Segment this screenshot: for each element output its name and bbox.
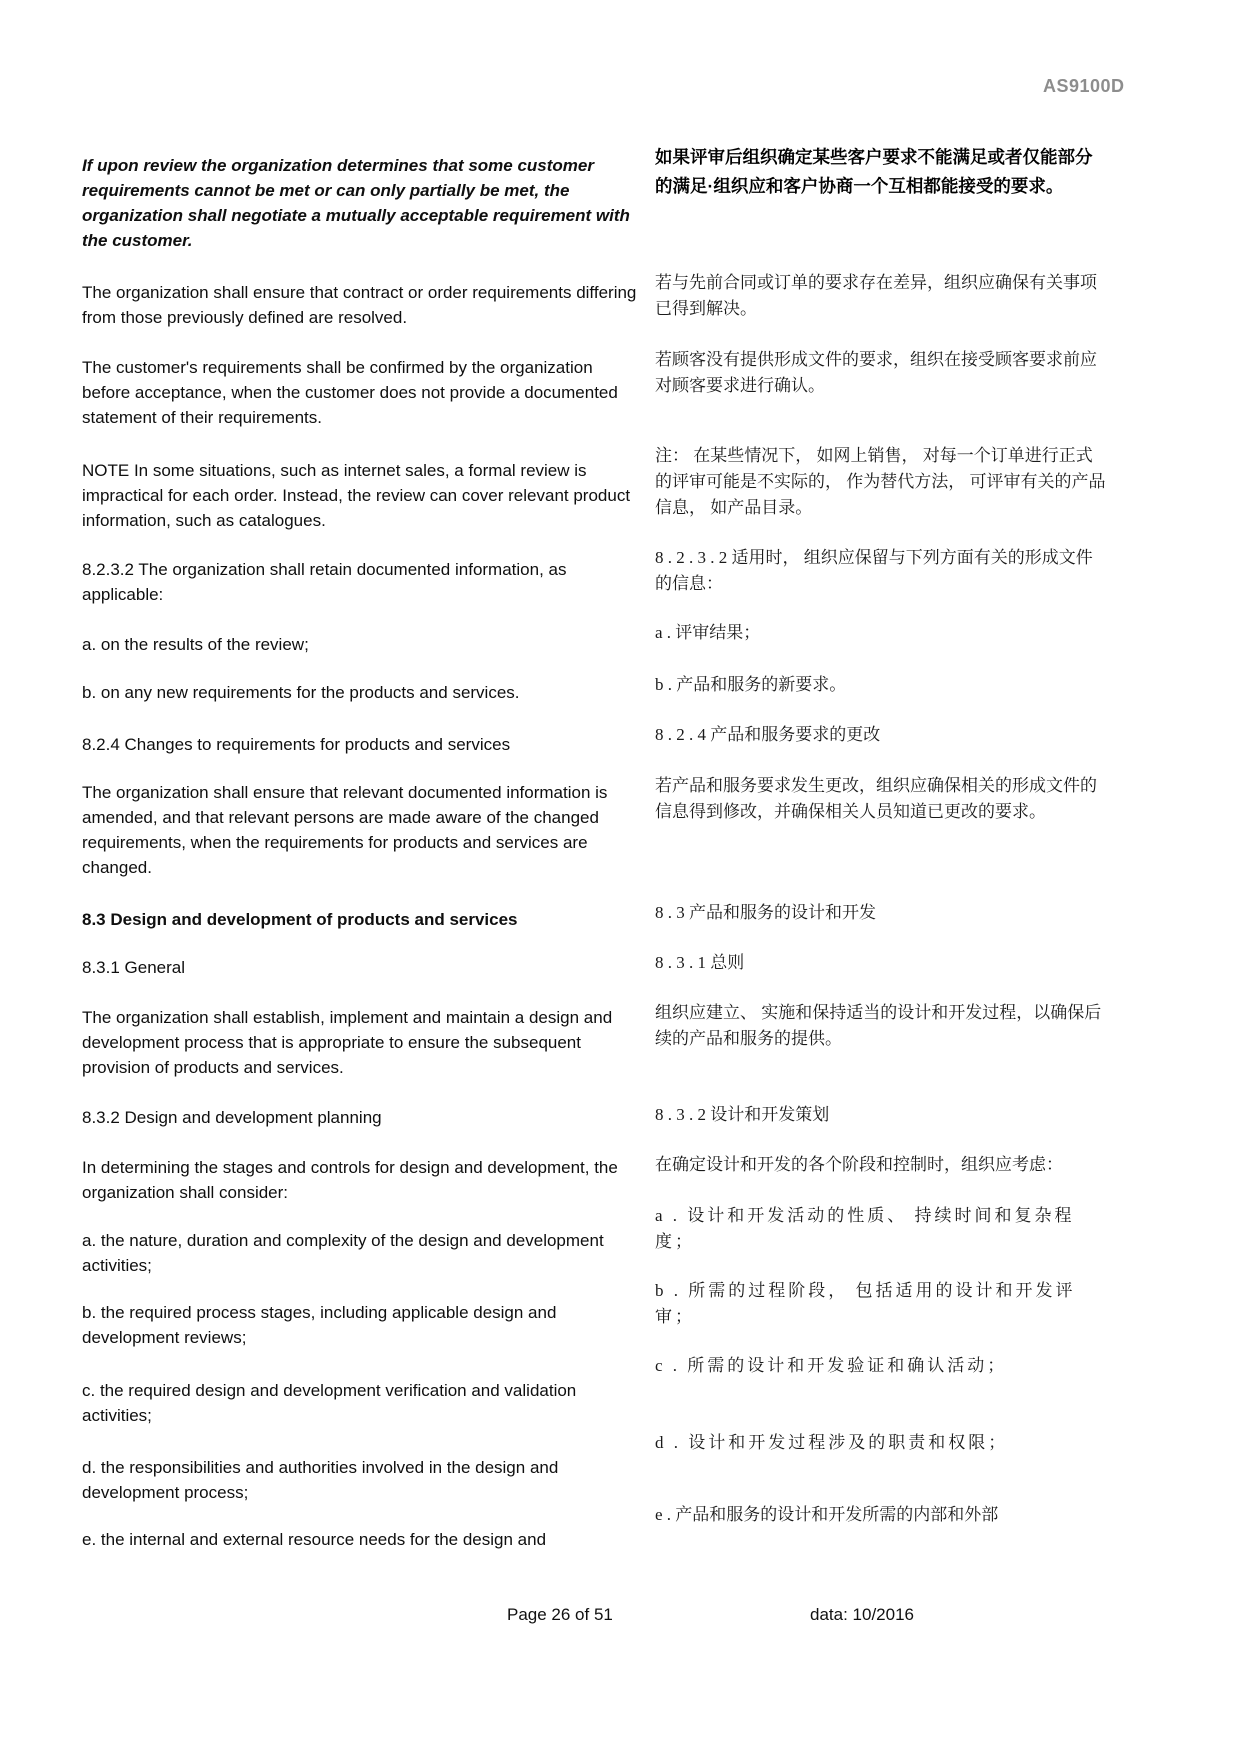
zh-item-a-review-results: a . 评审结果；: [655, 623, 761, 642]
footer-date: data: 10/2016: [810, 1605, 914, 1624]
zh-heading-824-changes: 8 . 2 . 4 产品和服务要求的更改: [655, 725, 881, 744]
en-para-831-body: The organization shall establish, implement and maintain a design and development process that is appropriate to ensure the subsequent provision of products and services.: [82, 1008, 613, 1077]
en-heading-831-general: 8.3.1 General: [82, 958, 186, 977]
en-item-e-resource-needs: e. the internal and external resource needs for the design and: [82, 1530, 547, 1549]
zh-item-b-new-requirements: b . 产品和服务的新要求。: [655, 675, 847, 694]
zh-para-832-intro: 在确定设计和开发的各个阶段和控制时，组织应考虑：: [655, 1155, 1063, 1174]
en-note-internet-sales: NOTE In some situations, such as internet sales, a formal review is impractical for each order. Instead, the review can cover relevant product information, such as catalogues.: [82, 461, 631, 530]
en-heading-832-planning: 8.3.2 Design and development planning: [82, 1108, 382, 1127]
en-item-b-new-requirements: b. on any new requirements for the products and services.: [82, 683, 520, 702]
en-para-customer-confirmation: The customer's requirements shall be confirmed by the organization before acceptance, when the customer does not provide a documented statement of their requirements.: [82, 358, 618, 427]
en-item-b-process-stages: b. the required process stages, including applicable design and development reviews;: [82, 1303, 557, 1347]
en-para-negotiate-requirement: If upon review the organization determines that some customer requirements cannot be met or can only partially be met, the organization shall negotiate a mutually acceptable requirement with the customer.: [82, 156, 630, 250]
doc-code-header: AS9100D: [1043, 76, 1125, 96]
en-para-contract-order-resolved: The organization shall ensure that contract or order requirements differing from those previously defined are resolved.: [82, 283, 637, 327]
en-item-a-review-results: a. on the results of the review;: [82, 635, 309, 654]
zh-para-824-body: 若产品和服务要求发生更改，组织应确保相关的形成文件的信息得到修改，并确保相关人员知道已更改的要求。: [655, 776, 1097, 821]
zh-item-c-verification-validation: c . 所需的设计和开发验证和确认活动；: [655, 1356, 1008, 1375]
zh-heading-831-general: 8 . 3 . 1 总则: [655, 953, 745, 972]
zh-para-customer-confirmation: 若顾客没有提供形成文件的要求，组织在接受顾客要求前应对顾客要求进行确认。: [655, 350, 1097, 395]
en-heading-824-changes: 8.2.4 Changes to requirements for products and services: [82, 735, 511, 754]
en-item-c-verification-validation: c. the required design and development verification and validation activities;: [82, 1381, 577, 1425]
en-item-d-responsibilities: d. the responsibilities and authorities involved in the design and development process;: [82, 1458, 559, 1502]
en-para-832-intro: In determining the stages and controls for design and development, the organization shall consider:: [82, 1158, 618, 1202]
zh-para-831-body: 组织应建立、 实施和保持适当的设计和开发过程，以确保后续的产品和服务的提供。: [655, 1003, 1102, 1048]
zh-para-contract-order-resolved: 若与先前合同或订单的要求存在差异，组织应确保有关事项已得到解决。: [655, 273, 1097, 318]
zh-item-d-responsibilities: d . 设计和开发过程涉及的职责和权限；: [655, 1433, 1009, 1452]
en-clause-8232-retain-info: 8.2.3.2 The organization shall retain documented information, as applicable:: [82, 560, 567, 604]
zh-clause-8232-retain-info: 8 . 2 . 3 . 2 适用时， 组织应保留与下列方面有关的形成文件的信息：: [655, 548, 1093, 593]
en-para-824-body: The organization shall ensure that relevant documented information is amended, and that relevant persons are made aware of the changed requirements, when the requirements for products and services are changed.: [82, 783, 608, 877]
zh-note-internet-sales: 注： 在某些情况下， 如网上销售， 对每一个订单进行正式的评审可能是不实际的， 作为替代方法， 可评审有关的产品信息， 如产品目录。: [655, 446, 1106, 517]
zh-item-a-nature-duration: a . 设计和开发活动的性质、 持续时间和复杂程度；: [655, 1206, 1075, 1251]
zh-para-negotiate-requirement: 如果评审后组织确定某些客户要求不能满足或者仅能部分的满足·组织应和客户协商一个互相都能接受的要求。: [655, 147, 1093, 196]
zh-item-b-process-stages: b . 所需的过程阶段， 包括适用的设计和开发评审；: [655, 1281, 1076, 1326]
zh-heading-832-planning: 8 . 3 . 2 设计和开发策划: [655, 1105, 830, 1124]
en-heading-83-design-development: 8.3 Design and development of products and services: [82, 910, 518, 929]
zh-item-e-resource-needs: e . 产品和服务的设计和开发所需的内部和外部: [655, 1505, 999, 1524]
en-item-a-nature-duration: a. the nature, duration and complexity of the design and development activities;: [82, 1231, 604, 1275]
footer-page-number: Page 26 of 51: [507, 1605, 613, 1624]
zh-heading-83-design-development: 8 . 3 产品和服务的设计和开发: [655, 903, 876, 922]
